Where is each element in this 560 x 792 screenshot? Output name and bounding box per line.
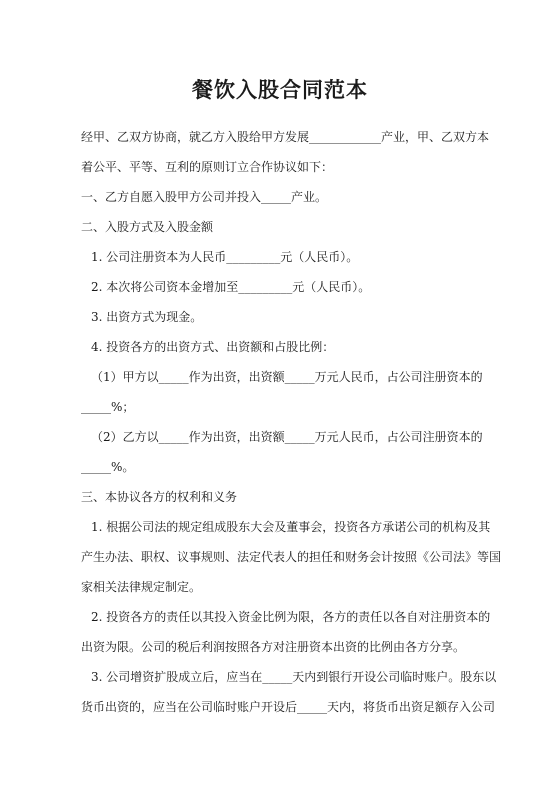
item-2-4-1-line-1: （1）甲方以_____作为出资，出资额_____万元人民币，占公司注册资本的 <box>91 370 483 384</box>
paragraph-intro-line-2: 着公平、平等、互利的原则订立合作协议如下： <box>81 160 334 174</box>
paragraph-intro-line-1: 经甲、乙双方协商，就乙方入股给甲方发展____________产业，甲、乙双方本 <box>81 130 490 144</box>
item-2-4-2-line-1: （2）乙方以_____作为出资，出资额_____万元人民币，占公司注册资本的 <box>91 430 483 444</box>
item-3-3-line-2: 货币出资的，应当在公司临时账户开设后_____天内，将货币出资足额存入公司 <box>81 700 496 714</box>
item-2-4-2-line-2: _____%。 <box>81 460 135 474</box>
item-2-3: 3. 出资方式为现金。 <box>91 310 203 324</box>
item-3-1-line-3: 家相关法律规定制定。 <box>81 580 202 594</box>
item-3-2-line-1: 2. 投资各方的责任以其投入资金比例为限，各方的责任以各自对注册资本的 <box>91 610 491 624</box>
item-3-1-line-2: 产生办法、职权、议事规则、法定代表人的担任和财务会计按照《公司法》等国 <box>81 550 502 564</box>
item-3-1-line-1: 1. 根据公司法的规定组成股东大会及董事会，投资各方承诺公司的机构及其 <box>91 520 491 534</box>
item-2-1: 1. 公司注册资本为人民币_________元（人民币）。 <box>91 250 359 264</box>
item-3-2-line-2: 出资为限。公司的税后利润按照各方对注册资本出资的比例由各方分享。 <box>81 640 466 654</box>
section-3-heading: 三、本协议各方的权利和义务 <box>81 490 238 504</box>
item-3-3-line-1: 3. 公司增资扩股成立后，应当在_____天内到银行开设公司临时账户。股东以 <box>91 670 497 684</box>
item-2-4: 4. 投资各方的出资方式、出资额和占股比例： <box>91 340 335 354</box>
clause-1: 一、乙方自愿入股甲方公司并投入_____产业。 <box>81 190 328 204</box>
item-2-2: 2. 本次将公司资本金增加至_________元（人民币）。 <box>91 280 371 294</box>
document-title: 餐饮入股合同范本 <box>192 77 368 102</box>
section-2-heading: 二、入股方式及入股金额 <box>81 220 214 234</box>
item-2-4-1-line-2: _____%； <box>81 400 135 414</box>
